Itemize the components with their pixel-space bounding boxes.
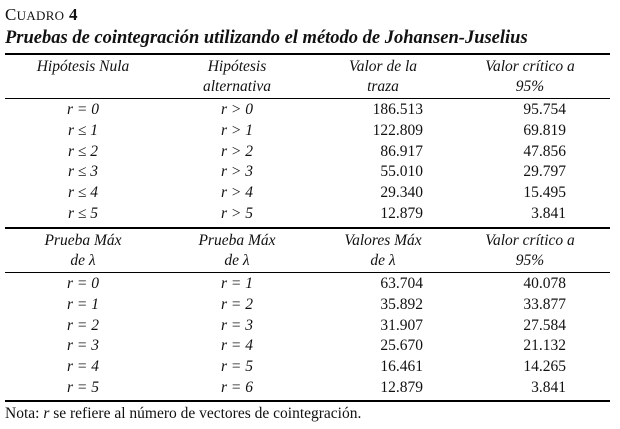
header-line: de λ [70, 252, 96, 269]
table-cell: r ≤ 5 [67, 205, 99, 222]
table-cell: 14.265 [523, 358, 566, 376]
max-eigen-row [5, 356, 610, 377]
header-line [9, 77, 157, 97]
table-cell: r ≤ 2 [67, 142, 99, 160]
header-line: Prueba Máx [198, 232, 276, 249]
table-cell: 47.856 [523, 142, 566, 160]
max-eigen-header-col-3 [317, 231, 449, 271]
table-cell: r = 1 [67, 295, 99, 313]
table-cell: 40.078 [523, 275, 566, 292]
table-cell: r > 2 [221, 142, 253, 160]
table-cell: r = 1 [221, 275, 253, 292]
trace-row [5, 120, 610, 141]
table-cell: r = 5 [67, 379, 99, 396]
table-cell: r ≤ 1 [67, 121, 99, 139]
table-cell: 86.917 [380, 142, 423, 160]
table-cell: r = 5 [221, 358, 253, 376]
table-cell: r ≤ 3 [67, 163, 99, 181]
table-cell: 31.907 [380, 316, 423, 334]
max-eigen-row [5, 273, 610, 294]
header-line: de λ [370, 252, 396, 269]
table-cell: 15.495 [523, 184, 566, 202]
table-cell: 186.513 [372, 101, 423, 118]
table-cell: r = 4 [221, 337, 253, 355]
max-eigen-header-col-1 [9, 231, 157, 271]
header-line: traza [367, 78, 399, 95]
bottom-rule [5, 400, 610, 402]
note-text: se refiere al número de vectores de cointegración. [53, 405, 362, 422]
trace-header-col-4 [455, 57, 605, 97]
max-eigen-row [5, 315, 610, 336]
table-cell: r = 2 [221, 295, 253, 313]
table-label-number: 4 [68, 5, 78, 24]
table-cell: 12.879 [380, 379, 423, 396]
max-eigen-header-col-2 [163, 231, 311, 271]
trace-header-col-2 [163, 57, 311, 97]
header-line: 95% [515, 78, 545, 95]
trace-header-col-1 [9, 57, 157, 97]
top-rule [5, 53, 610, 55]
max-eigen-header-col-4 [455, 231, 605, 271]
table-cell: r > 4 [221, 184, 253, 202]
header-line: alternativa [202, 78, 272, 95]
table-cell: 25.670 [380, 337, 423, 355]
table-cell: 21.132 [523, 337, 566, 355]
header-line: Hipótesis [207, 58, 267, 75]
max-eigen-row [5, 294, 610, 315]
table-cell: 27.584 [523, 316, 566, 334]
table-cell: r > 5 [221, 205, 253, 222]
note-prefix: Nota: [5, 405, 40, 422]
max-eigen-row [5, 335, 610, 356]
header-line: Prueba Máx [44, 232, 122, 249]
header-line: Valor crítico a [485, 232, 575, 249]
table-cell: r = 4 [67, 358, 99, 376]
table-cell: r = 6 [221, 379, 253, 396]
table-cell: 35.892 [380, 295, 423, 313]
section-rule [5, 227, 610, 229]
header-line: Valor de la [348, 58, 418, 75]
table-cell: r > 0 [221, 101, 253, 118]
max-eigen-row [5, 377, 610, 398]
table-label-prefix: CUADRO [5, 5, 65, 24]
table-cell: r = 0 [67, 101, 99, 118]
table-cell: 122.809 [372, 121, 423, 139]
table-cell: r = 0 [67, 275, 99, 292]
table-cell: 12.879 [380, 205, 423, 222]
table-cell: 29.340 [380, 184, 423, 202]
header-line: de λ [224, 252, 250, 269]
trace-row [5, 99, 610, 120]
table-cell: 63.704 [380, 275, 423, 292]
table-cell: r > 1 [221, 121, 253, 139]
trace-row [5, 203, 610, 224]
table-cell: 95.754 [523, 101, 566, 118]
note-variable: r [43, 405, 50, 422]
table-cell: r = 2 [67, 316, 99, 334]
table-cell: 69.819 [523, 121, 566, 139]
table-cell: 3.841 [531, 379, 566, 396]
table-cell: 29.797 [523, 163, 566, 181]
trace-row [5, 182, 610, 203]
header-line: 95% [515, 252, 545, 269]
table-cell: 3.841 [531, 205, 566, 222]
header-line: Hipótesis Nula [36, 58, 130, 75]
table-label [5, 4, 78, 27]
trace-row [5, 161, 610, 182]
table-title: Pruebas de cointegración utilizando el método de Johansen-Juselius [5, 28, 528, 48]
trace-header-col-3 [317, 57, 449, 97]
table-cell: r ≤ 4 [67, 184, 99, 202]
header-line: Valores Máx [344, 232, 422, 249]
table-cell: 33.877 [523, 295, 566, 313]
header-line: Valor crítico a [485, 58, 575, 75]
table-cell: 55.010 [380, 163, 423, 181]
table-note [5, 404, 361, 424]
table-cell: r > 3 [221, 163, 253, 181]
table-cell: 16.461 [380, 358, 423, 376]
table-cell: r = 3 [221, 316, 253, 334]
table-cell: r = 3 [67, 337, 99, 355]
trace-row [5, 141, 610, 162]
